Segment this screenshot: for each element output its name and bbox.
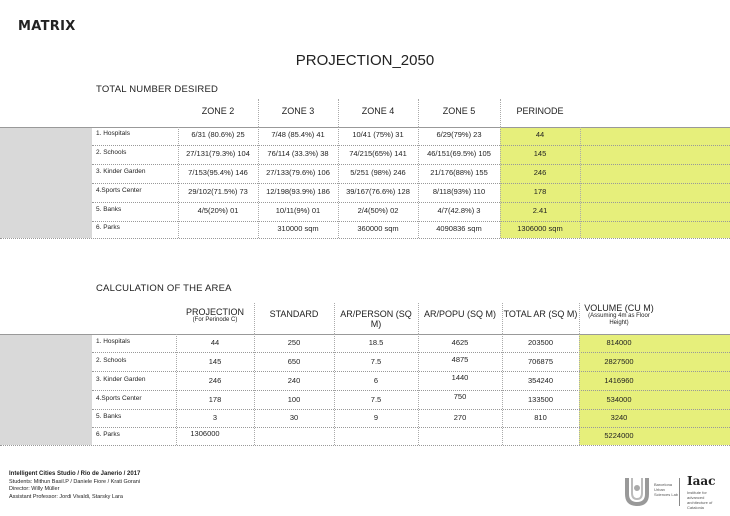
total-number-table — [0, 99, 730, 238]
table-cell: 310000 sqm — [277, 224, 319, 233]
row-label: 6. Parks — [96, 431, 120, 438]
table-row — [0, 427, 730, 445]
credits-block — [9, 471, 140, 501]
table-cell: 44 — [535, 130, 545, 139]
row-label: 1. Hospitals — [96, 338, 130, 345]
grid-line — [258, 127, 259, 238]
urban-lab-text: Barcelona Urban Sciences Lab — [654, 482, 679, 497]
studio-line: Intelligent Cities Studio / Rio de Janerio / 2017 — [9, 471, 141, 477]
grid-line — [176, 334, 177, 445]
iaac-logo: Iaac — [687, 474, 716, 488]
row-label: 2. Schools — [96, 149, 127, 156]
grid-line — [334, 303, 335, 334]
grid-line — [580, 127, 581, 238]
col-header-perinode: PERINODE — [516, 106, 564, 116]
table-row — [0, 391, 730, 409]
table-cell: 133500 — [527, 395, 554, 404]
grid-line — [579, 303, 580, 334]
table-cell: 1440 — [451, 373, 469, 382]
table-cell: 4/5(20%) 01 — [197, 206, 239, 215]
table-cell: 39/167(76.6%) 128 — [346, 187, 410, 196]
table2-title: CALCULATION OF THE AREA — [96, 283, 232, 294]
table-cell: 650 — [287, 357, 301, 366]
urban-lab-logo-icon — [624, 474, 650, 510]
table-cell: 810 — [534, 413, 547, 422]
table-cell: 750 — [453, 392, 467, 401]
col-header-zone5: ZONE 5 — [442, 106, 476, 116]
table-cell: 1306000 sqm — [517, 224, 563, 233]
table-cell: 354240 — [527, 376, 554, 385]
grid-line — [254, 334, 255, 445]
table-cell: 8/118(93%) 110 — [432, 187, 486, 196]
table-row — [0, 353, 730, 371]
grid-line — [334, 334, 335, 445]
page-title: PROJECTION_2050 — [295, 52, 435, 69]
table-cell: 534000 — [606, 395, 632, 404]
matrix-label: MATRIX — [18, 19, 76, 34]
table-row — [0, 127, 730, 145]
table-cell: 7/153(95.4%) 146 — [188, 168, 248, 177]
col-header-zone3: ZONE 3 — [281, 106, 315, 116]
bottom-rule — [0, 445, 730, 446]
table-cell: 4875 — [451, 355, 469, 364]
table-cell: 1416960 — [604, 376, 634, 385]
grid-line — [418, 127, 419, 238]
table-cell: 178 — [208, 395, 222, 404]
grid-line — [502, 334, 503, 445]
iaac-text: Institute for advanced architecture of Catalonia — [687, 490, 713, 510]
col-header-sub: (For Perinode C) — [192, 317, 238, 323]
col-header-main: AR/POPU (SQ M) — [423, 309, 496, 319]
table-cell: 2827500 — [604, 357, 634, 366]
grid-line — [418, 303, 419, 334]
table-cell: 3 — [212, 413, 218, 422]
row-label: 1. Hospitals — [96, 130, 130, 137]
table-cell: 12/198(93.9%) 186 — [266, 187, 330, 196]
table-cell: 178 — [533, 187, 547, 196]
col-header-main: AR/PERSON (SQ M) — [340, 309, 412, 329]
col-header-volume — [579, 303, 659, 327]
table-cell: 246 — [533, 168, 547, 177]
row-label: 4.Sports Center — [96, 187, 142, 194]
table-cell: 240 — [287, 376, 301, 385]
table-cell: 360000 sqm — [357, 224, 399, 233]
grid-line — [500, 99, 501, 127]
table-cell: 2.41 — [532, 206, 548, 215]
logo-divider — [679, 478, 680, 506]
col-header-main: VOLUME (CU M) — [584, 303, 654, 313]
table-row — [0, 203, 730, 221]
table-cell: 7.5 — [370, 357, 382, 366]
grid-line — [418, 99, 419, 127]
table-cell: 100 — [287, 395, 301, 404]
col-header-sub: (Assuming 4m as Floor Height) — [588, 313, 650, 326]
table-cell: 5/251 (98%) 246 — [350, 168, 406, 177]
table-cell: 76/114 (33.3%) 38 — [267, 149, 329, 158]
table-cell: 10/11(9%) 01 — [275, 206, 321, 215]
col-header-projection — [176, 307, 254, 324]
row-label: 5. Banks — [96, 413, 122, 420]
table-cell: 4090836 sqm — [436, 224, 482, 233]
grid-line — [338, 127, 339, 238]
table-cell: 44 — [210, 338, 220, 347]
table-cell: 30 — [289, 413, 299, 422]
grid-line — [254, 303, 255, 334]
grid-line — [418, 334, 419, 445]
table-row — [0, 146, 730, 164]
table-cell: 270 — [453, 413, 467, 422]
table-row — [0, 184, 730, 202]
table-cell: 4/7(42.8%) 3 — [437, 206, 481, 215]
table-cell: 29/102(71.5%) 73 — [188, 187, 248, 196]
row-label: 2. Schools — [96, 357, 127, 364]
table-cell: 18.5 — [368, 338, 384, 347]
col-header-zone2: ZONE 2 — [201, 106, 235, 116]
table-row — [0, 409, 730, 427]
table-row — [0, 334, 730, 352]
col-header-zone4: ZONE 4 — [361, 106, 395, 116]
table-cell: 6/31 (80.6%) 25 — [191, 130, 245, 139]
table-cell: 74/215(65%) 141 — [349, 149, 407, 158]
table-cell: 7/48 (85.4%) 41 — [271, 130, 325, 139]
table-cell: 1306000 — [190, 429, 220, 438]
grid-line — [178, 127, 179, 238]
row-label: 3. Kinder Garden — [96, 376, 146, 383]
grid-line — [502, 303, 503, 334]
table-cell: 3240 — [610, 413, 628, 422]
table1-title: TOTAL NUMBER DESIRED — [96, 84, 219, 95]
bottom-rule — [0, 238, 730, 239]
table-cell: 7.5 — [370, 395, 382, 404]
col-header-main: STANDARD — [269, 309, 319, 319]
table-row — [0, 372, 730, 390]
area-calculation-table — [0, 303, 730, 443]
table-cell: 145 — [533, 149, 547, 158]
grid-line — [579, 334, 580, 445]
table-cell: 203500 — [527, 338, 554, 347]
table-cell: 10/41 (75%) 31 — [352, 130, 404, 139]
table-cell: 6/29(79%) 23 — [436, 130, 482, 139]
col-header-main: PROJECTION — [185, 307, 244, 317]
table-cell: 6 — [373, 376, 379, 385]
table-cell: 9 — [373, 413, 379, 422]
col-header-standard — [254, 309, 334, 319]
table-cell: 21/176(88%) 155 — [430, 168, 488, 177]
col-header-main: TOTAL AR (SQ M) — [503, 309, 578, 319]
col-header-ar-person — [334, 309, 418, 329]
table-cell: 5224000 — [604, 431, 634, 440]
table-cell: 46/151(69.5%) 105 — [427, 149, 491, 158]
table-cell: 145 — [208, 357, 222, 366]
table-cell: 250 — [287, 338, 301, 347]
table-cell: 814000 — [606, 338, 632, 347]
table-cell: 27/131(79.3%) 104 — [186, 149, 250, 158]
table-row — [0, 165, 730, 183]
grid-line — [258, 99, 259, 127]
row-label: 3. Kinder Garden — [96, 168, 146, 175]
assistant-line: Assistant Professor: Jordi Vivaldi, Starsky Lara — [9, 493, 123, 500]
students-line: Students: Mithun Basil.P / Daniele Fiore / Krati Gorani — [9, 478, 141, 485]
row-label: 5. Banks — [96, 206, 122, 213]
table-cell: 2/4(50%) 02 — [357, 206, 399, 215]
col-header-total-ar — [502, 309, 579, 319]
table-cell: 246 — [208, 376, 222, 385]
row-label: 6. Parks — [96, 224, 120, 231]
table-row — [0, 221, 730, 239]
grid-line — [500, 127, 501, 238]
table-cell: 706875 — [527, 357, 554, 366]
row-label: 4.Sports Center — [96, 395, 142, 402]
grid-line — [338, 99, 339, 127]
table-cell: 27/133(79.6%) 106 — [266, 168, 330, 177]
col-header-ar-popu — [418, 309, 502, 319]
director-line: Director: Willy Müller — [9, 486, 60, 492]
table-cell: 4625 — [451, 338, 469, 347]
